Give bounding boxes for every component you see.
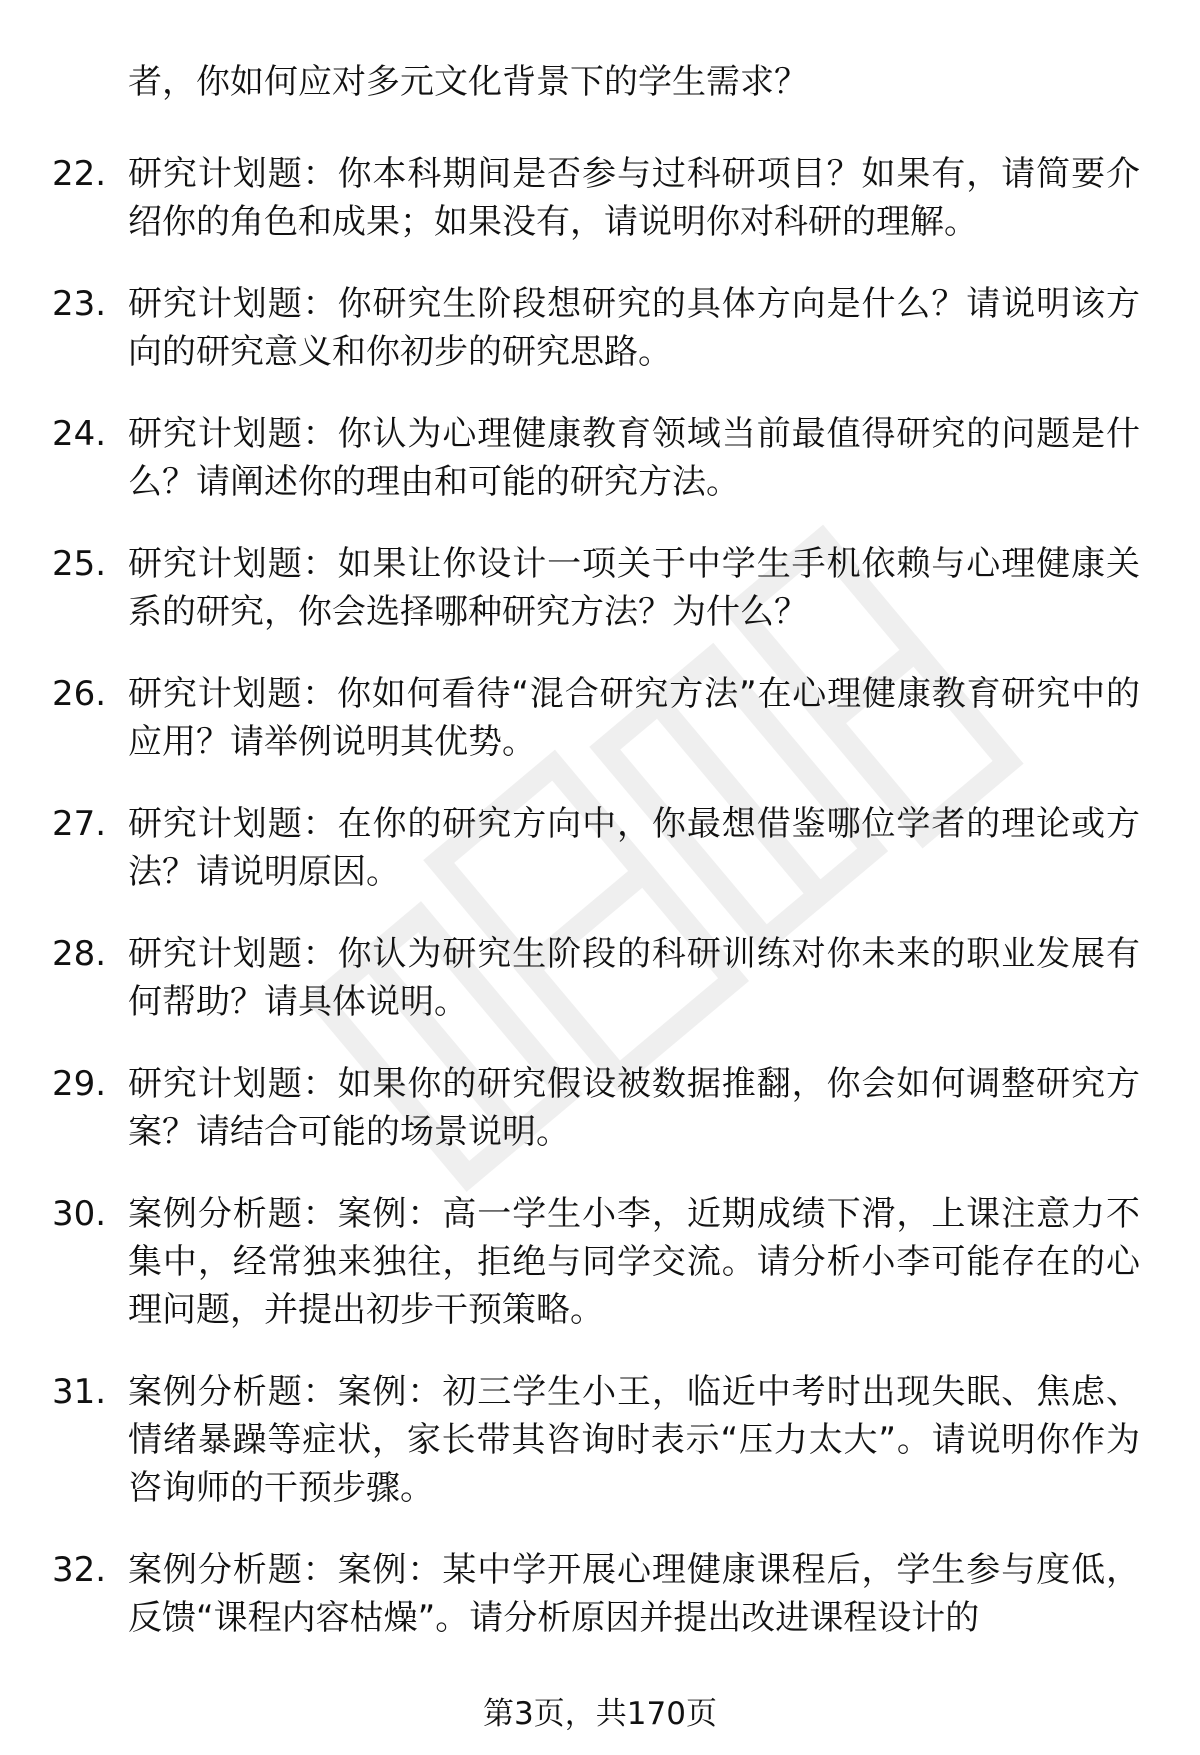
question-number: 25. [52,544,107,584]
question-item-29 [0,1060,1200,1156]
question-number: 27. [52,804,107,844]
question-number: 24. [52,414,107,454]
question-item-31 [0,1368,1200,1512]
question-number: 23. [52,284,107,324]
question-number: 30. [52,1194,107,1234]
question-item-26 [0,670,1200,766]
question-item-25 [0,540,1200,636]
question-text: 案例分析题：案例：高一学生小李，近期成绩下滑，上课注意力不集中，经常独来独往，拒绝与同学交流。请分析小李可能存在的心理问题，并提出初步干预策略。 [128,1194,1140,1330]
question-number: 26. [52,674,107,714]
question-item-28 [0,930,1200,1026]
question-text: 研究计划题：你认为心理健康教育领域当前最值得研究的问题是什么？请阐述你的理由和可能的研究方法。 [128,414,1140,502]
question-text: 案例分析题：案例：某中学开展心理健康课程后，学生参与度低，反馈“课程内容枯燥”。请分析原因并提出改进课程设计的 [128,1550,1140,1638]
continuation-text: 者，你如何应对多元文化背景下的学生需求？ [128,62,808,102]
question-text: 研究计划题：你研究生阶段想研究的具体方向是什么？请说明该方向的研究意义和你初步的研究思路。 [128,284,1140,372]
question-text: 研究计划题：你本科期间是否参与过科研项目？如果有，请简要介绍你的角色和成果；如果没有，请说明你对科研的理解。 [128,154,1140,242]
question-item-27 [0,800,1200,896]
question-number: 31. [52,1372,107,1412]
question-text: 案例分析题：案例：初三学生小王，临近中考时出现失眠、焦虑、情绪暴躁等症状，家长带其咨询时表示“压力太大”。请说明你作为咨询师的干预步骤。 [128,1372,1140,1508]
question-item-32 [0,1546,1200,1642]
question-text: 研究计划题：如果你的研究假设被数据推翻，你会如何调整研究方案？请结合可能的场景说明。 [128,1064,1140,1152]
question-text: 研究计划题：如果让你设计一项关于中学生手机依赖与心理健康关系的研究，你会选择哪种研究方法？为什么？ [128,544,1140,632]
question-number: 28. [52,934,107,974]
question-text: 研究计划题：你如何看待“混合研究方法”在心理健康教育研究中的应用？请举例说明其优势。 [128,674,1140,762]
page-number: 第3页，共170页 [483,1696,717,1732]
question-number: 32. [52,1550,107,1590]
question-text: 研究计划题：在你的研究方向中，你最想借鉴哪位学者的理论或方法？请说明原因。 [128,804,1140,892]
question-item-30 [0,1190,1200,1334]
question-item-22 [0,150,1200,246]
question-text: 研究计划题：你认为研究生阶段的科研训练对你未来的职业发展有何帮助？请具体说明。 [128,934,1140,1022]
question-item-24 [0,410,1200,506]
question-number: 29. [52,1064,107,1104]
question-item-23 [0,280,1200,376]
question-list [0,150,1200,1676]
question-number: 22. [52,154,107,194]
